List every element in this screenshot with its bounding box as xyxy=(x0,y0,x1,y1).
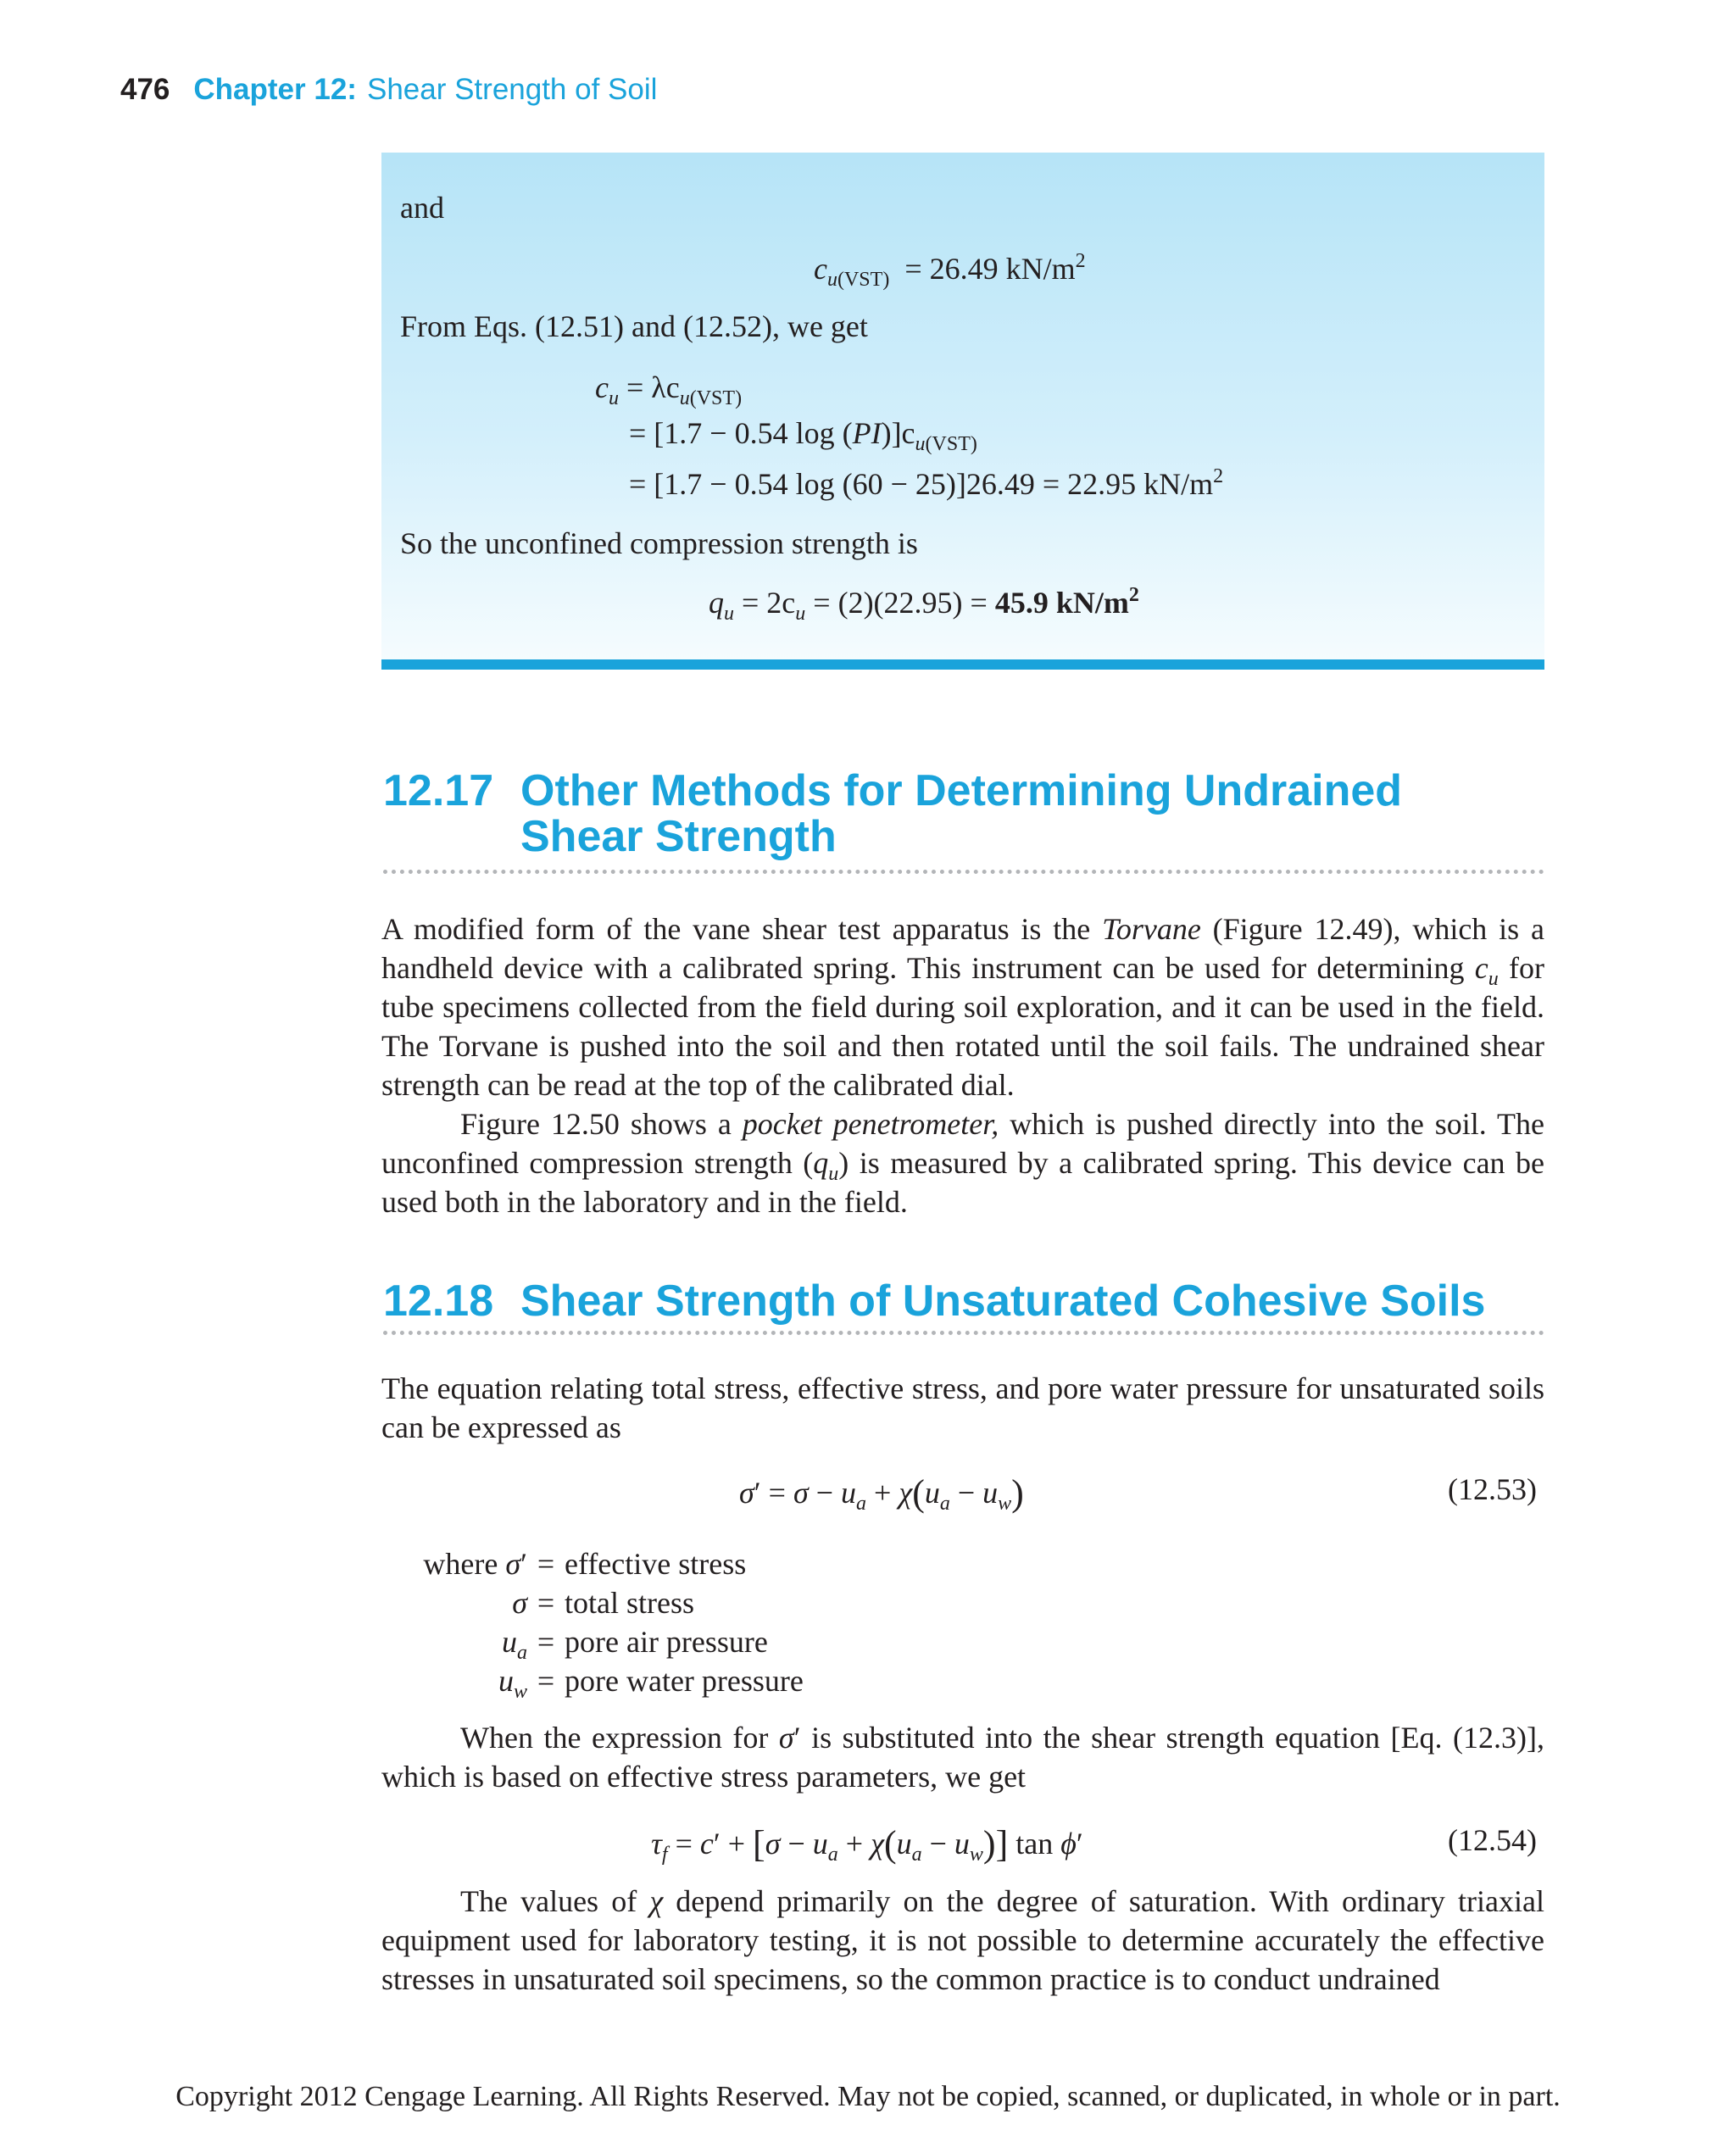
cu-vst-value: = 26.49 kN/m xyxy=(904,252,1076,286)
cu-line1-rhs: = λc xyxy=(626,370,680,404)
equation-cu-vst: $c_{u(VST)} = 26.49$ $kN/m^2$ xyxy=(814,250,1086,291)
qu-end: = (2)(22.95) = xyxy=(805,586,995,620)
section-12-18-substitution xyxy=(381,1718,1544,1796)
where-item-pore-air-pressure: $u_a$ = pore air pressure xyxy=(502,1625,768,1664)
where-item-pore-water-pressure: $u_w$ = pore water pressure xyxy=(498,1664,804,1703)
section-12-18-title: Shear Strength of Unsaturated Cohesive Soils xyxy=(520,1277,1486,1326)
equation-cu-line1: $c_u = \lambda c_{u(VST)}$ xyxy=(595,370,743,409)
qu-result: 45.9 kN/m xyxy=(994,586,1129,620)
cu-line2-pi: PI xyxy=(852,416,882,450)
section-12-17-number: 12.17 xyxy=(383,766,494,815)
qu-mid: = 2c xyxy=(734,586,796,620)
equation-12-54-number: (12.54) xyxy=(1448,1823,1537,1857)
equation-cu-line3: = [1.7 − 0.54 log (60 − 25)]26.49 = 22.95 $kN/m^2$ xyxy=(629,465,1224,501)
paragraph-chi-values: The values of χ depend primarily on the degree of saturation. With ordinary triaxial equipment used for laboratory testing, it is not possible to determine accurately the effective stresses in unsaturated soil specimens, so the common practice is to conduct undrained xyxy=(381,1884,1544,1996)
paragraph-pocket-penetrometer: Figure 12.50 shows a pocket penetrometer, which is pushed directly into the soil. The unconfined compression strength $(q_u)$ is measured by a calibrated spring. This device can be used both in the laboratory and in the field. xyxy=(381,1107,1545,1219)
equation-12-53-number: (12.53) xyxy=(1448,1472,1537,1506)
section-12-18-dotted-rule xyxy=(383,1331,1544,1335)
where-item-effective-stress: where σ′ = effective stress xyxy=(423,1547,747,1581)
cu-line3: = [1.7 − 0.54 log (60 − 25)]26.49 = 22.95 kN/m xyxy=(629,467,1214,501)
equation-cu-line2: = [1.7 − 0.54 $\log (PI)]c_{u(VST)}$ xyxy=(629,416,977,455)
section-12-17-heading xyxy=(383,768,1402,859)
section-12-18-chi xyxy=(381,1882,1544,1999)
equation-12-54: $\tau_f = c' + [\sigma - u_a + \chi(u_a - u_w)]$ tan ϕ′ xyxy=(651,1823,1083,1866)
paragraph-torvane: A modified form of the vane shear test apparatus is the Torvane (Figure 12.49), which is a handheld device with a calibrated spring. This instrument can be used for determining $c_u$ for tube specimens collected from the field during soil exploration, and it can be used in the field. The Torvane is pushed into the soil and then rotated until the soil fails. The undrained shear strength can be read at the top of the calibrated dial. xyxy=(381,912,1545,1102)
section-12-18-number: 12.18 xyxy=(383,1277,494,1326)
example-and-text: and xyxy=(400,191,444,225)
equation-qu: $q_u = 2c_u = (2)(22.95) = 45.9$ $kN/m^2$ xyxy=(709,584,1139,625)
example-box-bottom-rule xyxy=(381,659,1544,670)
section-12-17-body xyxy=(381,909,1544,1221)
section-12-17-title-line2: Shear Strength xyxy=(520,812,837,861)
so-unconfined-text: So the unconfined compression strength is xyxy=(400,526,918,560)
section-12-17-title-line1: Other Methods for Determining Undrained xyxy=(520,766,1403,815)
cu-line2-b: )]c xyxy=(881,416,915,450)
cu-line2-a: = [1.7 − 0.54 log ( xyxy=(629,416,853,450)
section-12-18-intro xyxy=(381,1369,1544,1447)
chapter-title: Shear Strength of Soil xyxy=(366,73,658,106)
where-list xyxy=(381,1544,804,1703)
where-item-total-stress: σ = total stress xyxy=(512,1586,694,1620)
running-head xyxy=(120,73,657,110)
section-12-17-dotted-rule xyxy=(383,870,1544,874)
copyright-notice: Copyright 2012 Cengage Learning. All Rights Reserved. May not be copied, scanned, or duplicated, in whole or in part. xyxy=(175,2081,1561,2112)
from-eqs-text: From Eqs. (12.51) and (12.52), we get xyxy=(400,309,868,343)
page-number: 476 xyxy=(120,73,170,106)
paragraph-substitution: When the expression for σ′ is substituted into the shear strength equation [Eq. (12.3)], which is based on effective stress parameters, we get xyxy=(381,1721,1544,1794)
chapter-label: Chapter 12: xyxy=(193,73,357,106)
equation-12-53: $\sigma' = \sigma - u_a + \chi(u_a - u_w)$ xyxy=(739,1472,1024,1515)
section-12-18-heading xyxy=(383,1278,1485,1324)
paragraph-equation-intro: The equation relating total stress, effective stress, and pore water pressure for unsaturated soils can be expressed as xyxy=(381,1371,1544,1444)
